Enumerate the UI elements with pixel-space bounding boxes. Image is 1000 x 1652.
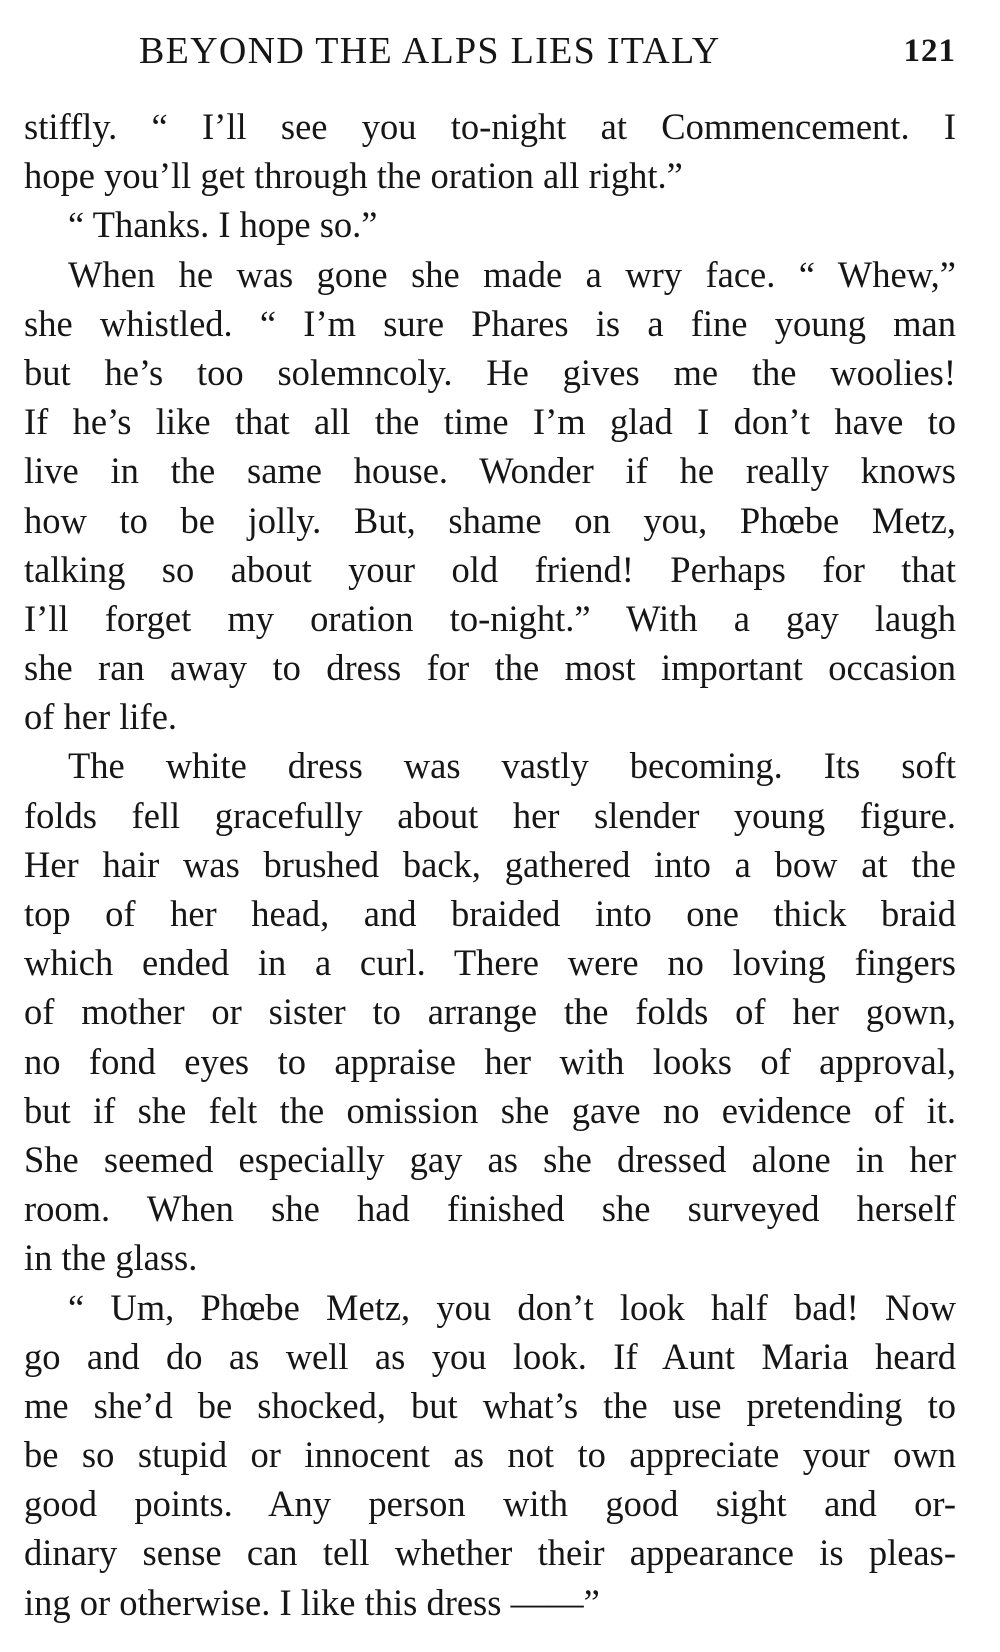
- text-line: she ran away to dress for the most important occasion: [24, 647, 956, 689]
- text-line: of mother or sister to arrange the folds of her gown,: [24, 991, 956, 1033]
- text-line: but he’s too solemncoly. He gives me the woolies!: [24, 351, 956, 393]
- text-line: I’ll forget my oration to-night.” With a gay laugh: [24, 597, 956, 639]
- text-line: live in the same house. Wonder if he really knows: [24, 450, 956, 492]
- text-line: talking so about your old friend! Perhaps for that: [24, 548, 956, 590]
- text-line: be so stupid or innocent as not to appreciate your own: [24, 1434, 956, 1476]
- text-line: folds fell gracefully about her slender young figure.: [24, 794, 956, 836]
- text-line: which ended in a curl. There were no loving fingers: [24, 942, 956, 984]
- body-text: [24, 102, 956, 1627]
- text-line: how to be jolly. But, shame on you, Phœbe Metz,: [24, 499, 956, 541]
- text-line: stiffly. “ I’ll see you to-night at Commencement. I: [24, 106, 956, 147]
- text-line: but if she felt the omission she gave no evidence of it.: [24, 1089, 956, 1131]
- text-line: Her hair was brushed back, gathered into a bow at the: [24, 843, 956, 885]
- text-line: me she’d be shocked, but what’s the use pretending to: [24, 1384, 956, 1426]
- text-line: go and do as well as you look. If Aunt Maria heard: [24, 1335, 956, 1377]
- running-title: BEYOND THE ALPS LIES ITALY: [139, 30, 721, 72]
- running-head: [24, 24, 956, 78]
- text-line: hope you’ll get through the oration all right.”: [24, 155, 683, 197]
- text-line: in the glass.: [24, 1237, 198, 1279]
- text-line: When he was gone she made a wry face. “ Whew,”: [68, 253, 956, 295]
- text-line: “ Um, Phœbe Metz, you don’t look half bad! Now: [68, 1286, 956, 1328]
- text-line: top of her head, and braided into one thick braid: [24, 893, 956, 934]
- page-number: 121: [903, 33, 956, 69]
- text-line: good points. Any person with good sight and or-: [24, 1483, 956, 1525]
- text-line: of her life.: [24, 696, 178, 738]
- text-line: room. When she had finished she surveyed herself: [24, 1188, 956, 1230]
- text-line: dinary sense can tell whether their appearance is pleas-: [24, 1532, 956, 1574]
- text-line: “ Thanks. I hope so.”: [68, 204, 378, 246]
- text-line: she whistled. “ I’m sure Phares is a fine young man: [24, 302, 956, 344]
- text-line: If he’s like that all the time I’m glad I don’t have to: [24, 401, 956, 443]
- text-line: She seemed especially gay as she dressed alone in her: [24, 1138, 956, 1180]
- text-line: no fond eyes to appraise her with looks of approval,: [24, 1040, 956, 1082]
- text-line: The white dress was vastly becoming. Its soft: [68, 745, 956, 787]
- text-line: ing or otherwise. I like this dress ——”: [24, 1581, 600, 1623]
